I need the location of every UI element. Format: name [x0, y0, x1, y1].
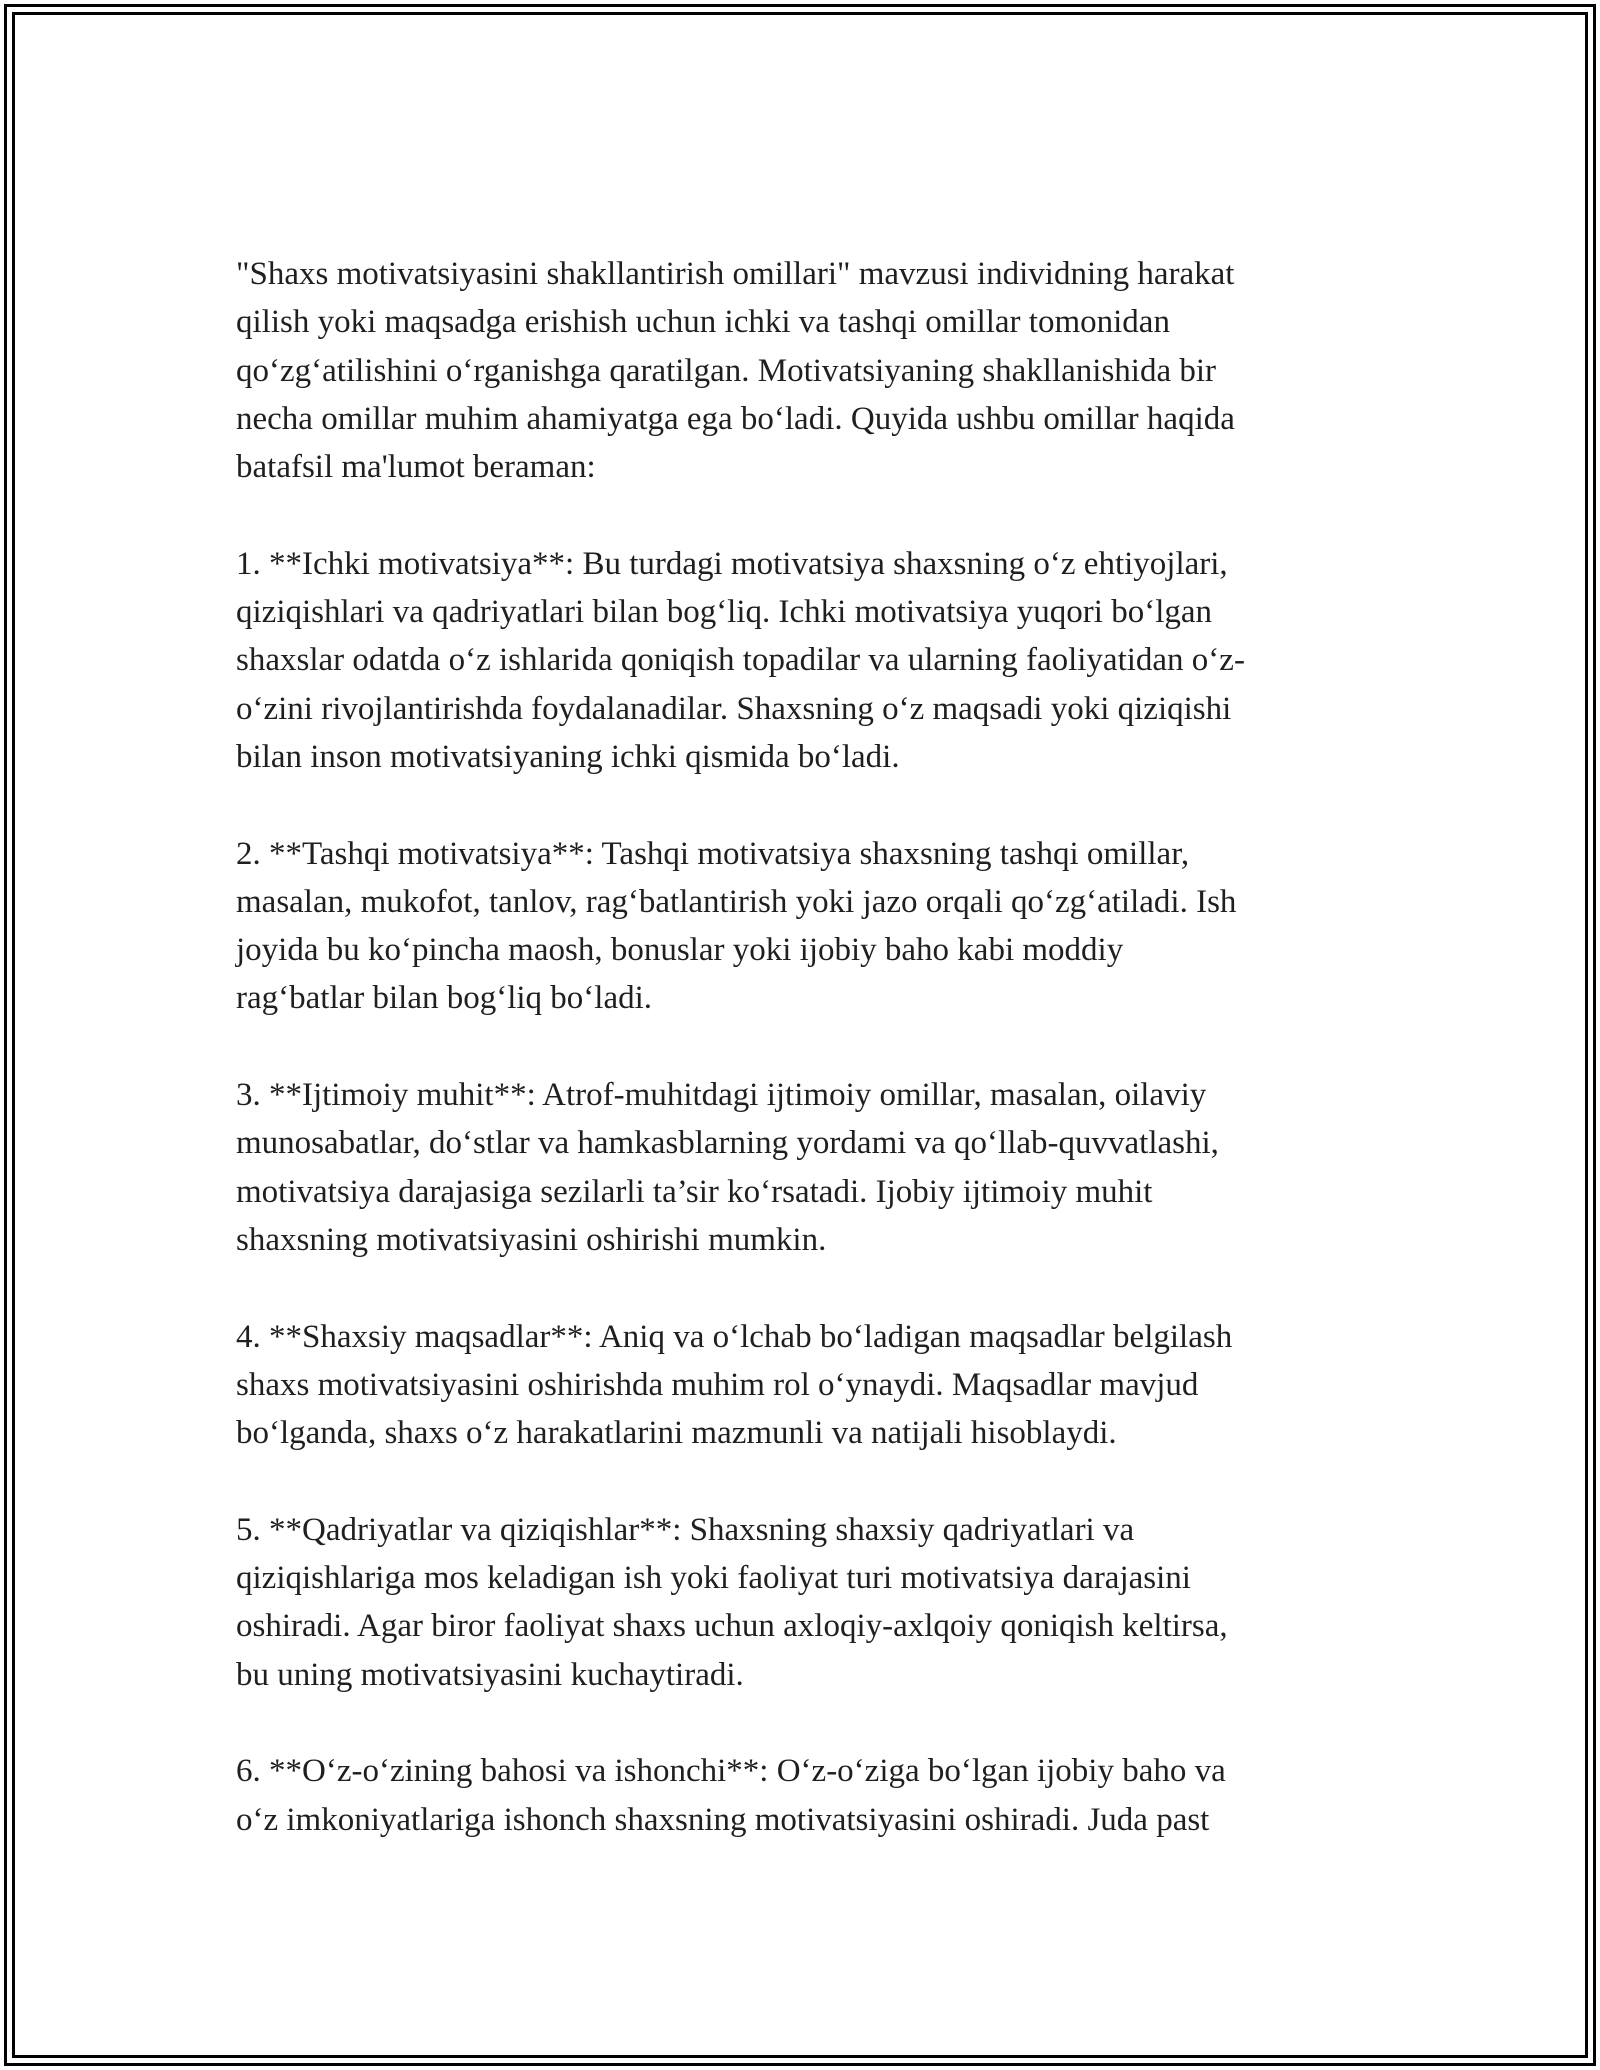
paragraph-personal-goals: 4. **Shaxsiy maqsadlar**: Aniq va o‘lchab bo‘ladigan maqsadlar belgilash shaxs motivatsiyasini oshirishda muhim rol o‘ynaydi. Maqsadlar mavjud bo‘lganda, shaxs o‘z harakatlarini mazmunli va natijali hisoblaydi. — [236, 1318, 1233, 1452]
paragraph-internal-motivation: 1. **Ichki motivatsiya**: Bu turdagi motivatsiya shaxsning o‘z ehtiyojlari, qiziqishlari va qadriyatlari bilan bog‘liq. Ichki motivatsiya yuqori bo‘lgan shaxslar odatda o‘z ishlarida qoniqish topadilar va ularning faoliyatidan o‘z- o‘zini rivojlantirishda foydalanadilar. Shaxsning o‘z maqsadi yoki qiziqishi bilan inson motivatsiyaning ichki qismida bo‘ladi. — [236, 545, 1245, 775]
paragraph-self-esteem: 6. **O‘z-o‘zining bahosi va ishonchi**: O‘z-o‘ziga bo‘lgan ijobiy baho va o‘z imkoniyatlariga ishonch shaxsning motivatsiyasini oshiradi. Juda past — [236, 1753, 1226, 1838]
paragraph-values-interests: 5. **Qadriyatlar va qiziqishlar**: Shaxsning shaxsiy qadriyatlari va qiziqishlariga mos keladigan ish yoki faoliyat turi motivatsiya darajasini oshiradi. Agar biror faoliyat shaxs uchun axloqiy-axlqoiy qoniqish keltirsa, bu uning motivatsiyasini kuchaytiradi. — [236, 1511, 1228, 1693]
paragraph-external-motivation: 2. **Tashqi motivatsiya**: Tashqi motivatsiya shaxsning tashqi omillar, masalan, mukofot, tanlov, rag‘batlantirish yoki jazo orqali qo‘zg‘atiladi. Ish joyida bu ko‘pincha maosh, bonuslar yoki ijobiy baho kabi moddiy rag‘batlar bilan bog‘liq bo‘ladi. — [236, 835, 1237, 1017]
intro-paragraph: "Shaxs motivatsiyasini shakllantirish omillari" mavzusi individning harakat qilish yoki maqsadga erishish uchun ichki va tashqi omillar tomonidan qo‘zg‘atilishini o‘rganishga qaratilgan. Motivatsiyaning shakllanishida bir necha omillar muhim ahamiyatga ega bo‘ladi. Quyida ushbu omillar haqida batafsil ma'lumot beraman: — [236, 256, 1235, 486]
paragraph-social-environment: 3. **Ijtimoiy muhit**: Atrof-muhitdagi ijtimoiy omillar, masalan, oilaviy munosabatlar, do‘stlar va hamkasblarning yordami va qo‘llab-quvvatlashi, motivatsiya darajasiga sezilarli ta’sir ko‘rsatadi. Ijobiy ijtimoiy muhit shaxsning motivatsiyasini oshirishi mumkin. — [236, 1077, 1219, 1258]
document-body — [236, 250, 1366, 1892]
